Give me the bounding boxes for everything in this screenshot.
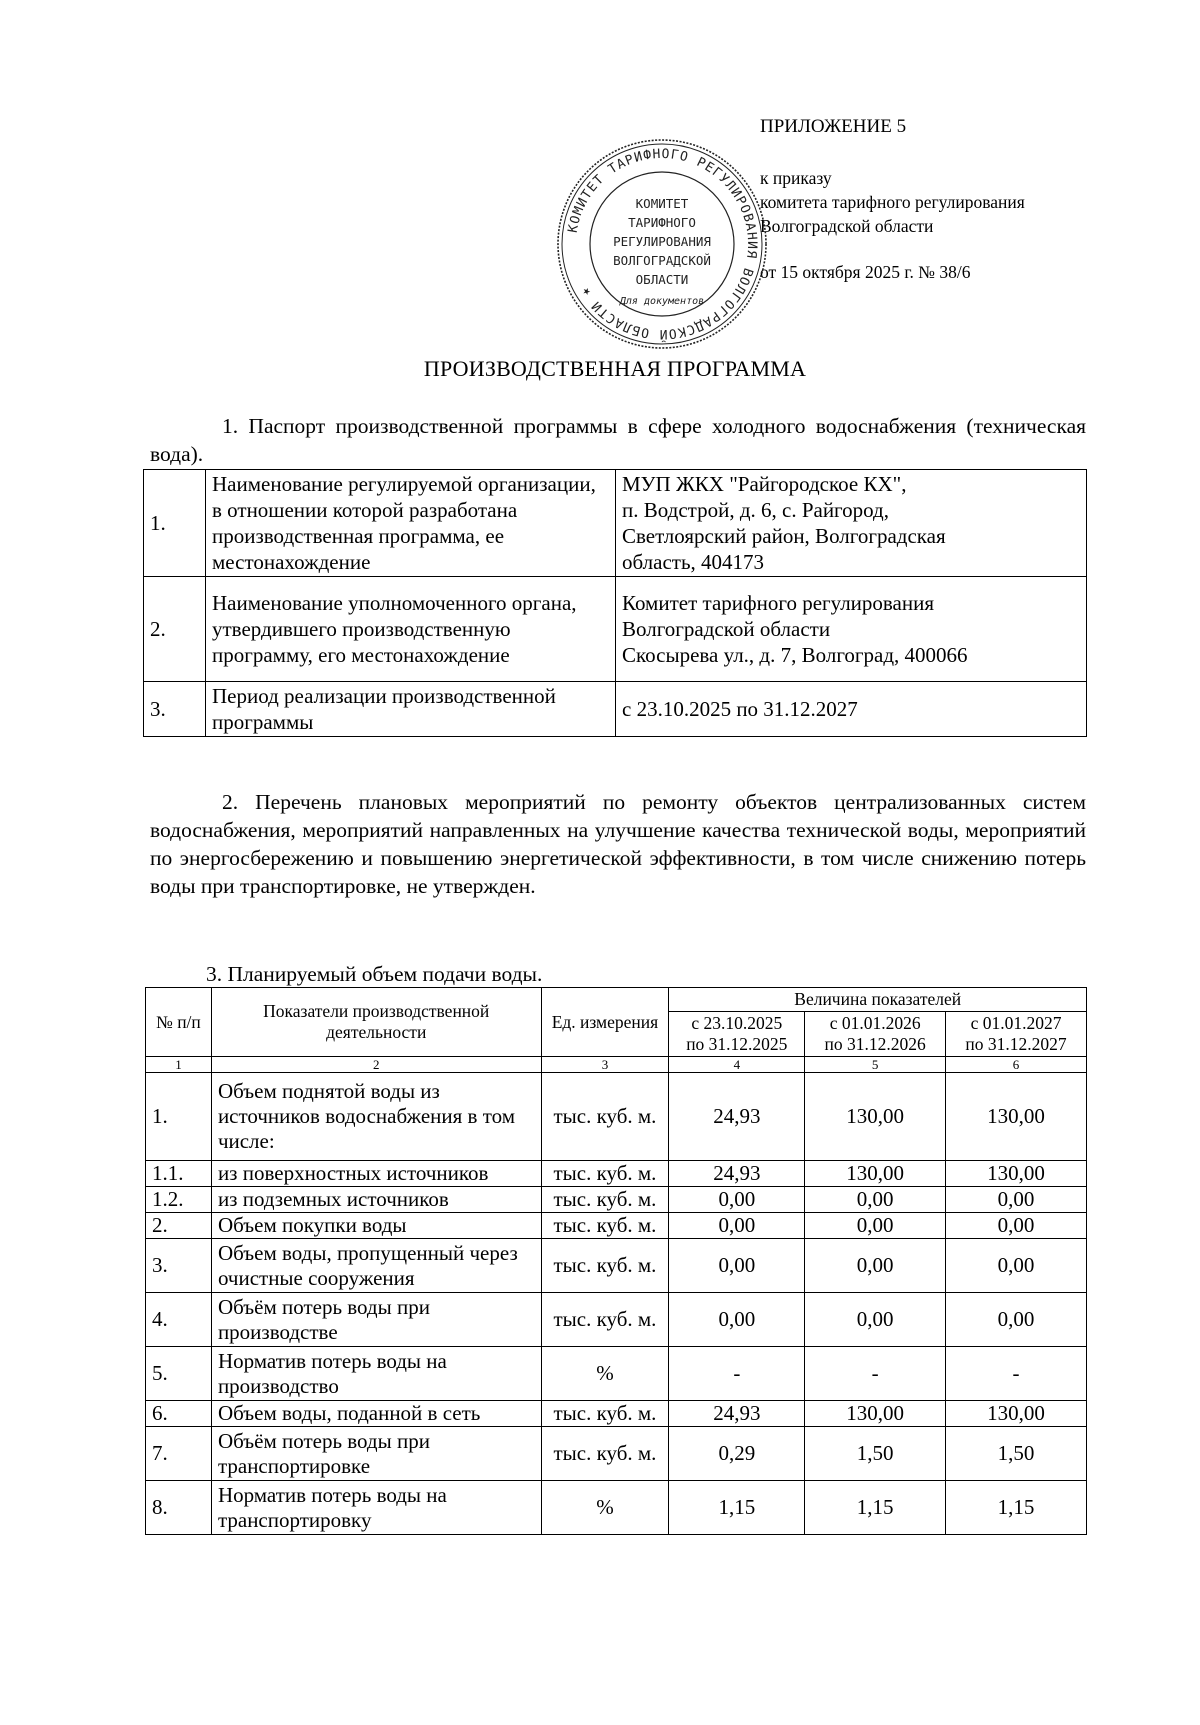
unit-cell: тыс. куб. м. xyxy=(541,1213,669,1239)
order-line: Волгоградской области xyxy=(760,216,934,236)
row-value-line: Волгоградской области xyxy=(622,617,831,641)
indicator-name: Объем покупки воды xyxy=(211,1213,541,1239)
row-number: 5. xyxy=(146,1347,212,1401)
table-row xyxy=(146,1427,1087,1481)
row-number: 3. xyxy=(144,682,206,737)
table-row xyxy=(146,1073,1087,1161)
indicator-name: Объем поднятой воды из источников водоснабжения в том числе: xyxy=(211,1073,541,1161)
value-2025: 24,93 xyxy=(669,1161,805,1187)
table-row xyxy=(146,1347,1087,1401)
row-label: Период реализации производственной программы xyxy=(206,682,616,737)
header-period-3: с 01.01.2027 по 31.12.2027 xyxy=(946,1012,1087,1057)
row-number: 4. xyxy=(146,1293,212,1347)
order-date: от 15 октября 2025 г. № 38/6 xyxy=(760,262,971,282)
column-number: 6 xyxy=(946,1057,1087,1073)
column-number: 3 xyxy=(541,1057,669,1073)
value-2025: - xyxy=(669,1347,805,1401)
value-2025: 24,93 xyxy=(669,1073,805,1161)
row-number: 3. xyxy=(146,1239,212,1293)
passport-row xyxy=(144,577,1087,682)
svg-text:КОМИТЕТ ТАРИФНОГО РЕГУЛИРОВАНИ: КОМИТЕТ ТАРИФНОГО РЕГУЛИРОВАНИЯ ВОЛГОГРАДСКОЙ ОБЛАСТИ ★ xyxy=(565,146,760,342)
order-line: комитета тарифного регулирования xyxy=(760,192,1025,212)
table-row xyxy=(146,1187,1087,1213)
row-value-line: с 23.10.2025 по 31.12.2027 xyxy=(622,697,858,721)
passport-table xyxy=(143,469,1087,737)
row-number: 6. xyxy=(146,1401,212,1427)
value-2025: 0,29 xyxy=(669,1427,805,1481)
row-value-line: Скосырева ул., д. 7, Волгоград, 400066 xyxy=(622,643,968,667)
value-2025: 0,00 xyxy=(669,1213,805,1239)
water-volume-table xyxy=(145,987,1087,1535)
value-2026: 0,00 xyxy=(805,1187,946,1213)
header-values-group: Величина показателей xyxy=(669,988,1087,1012)
column-number: 1 xyxy=(146,1057,212,1073)
row-value-line: п. Водстрой, д. 6, с. Райгород, xyxy=(622,498,889,522)
value-2027: 0,00 xyxy=(946,1239,1087,1293)
table-row xyxy=(146,1481,1087,1535)
value-2025: 0,00 xyxy=(669,1187,805,1213)
row-value-line: МУП ЖКХ "Райгородское КХ", xyxy=(622,472,907,496)
svg-text:КОМИТЕТ: КОМИТЕТ xyxy=(635,196,689,211)
unit-cell: тыс. куб. м. xyxy=(541,1161,669,1187)
table-row xyxy=(146,1213,1087,1239)
section-1-heading: 1. Паспорт производственной программы в сфере холодного водоснабжения (техническая вода). xyxy=(150,414,1086,466)
row-label: Наименование регулируемой организации, в отношении которой разработана производственная программа, ее местонахождение xyxy=(206,470,616,577)
row-number: 7. xyxy=(146,1427,212,1481)
unit-cell: % xyxy=(541,1347,669,1401)
value-2027: 130,00 xyxy=(946,1073,1087,1161)
value-2027: 1,15 xyxy=(946,1481,1087,1535)
passport-row xyxy=(144,470,1087,577)
header-period-1: с 23.10.2025 по 31.12.2025 xyxy=(669,1012,805,1057)
row-number: 2. xyxy=(144,577,206,682)
row-value-line: область, 404173 xyxy=(622,550,765,574)
row-value-line: Комитет тарифного регулирования xyxy=(622,591,935,615)
unit-cell: тыс. куб. м. xyxy=(541,1187,669,1213)
row-number: 1. xyxy=(144,470,206,577)
row-value xyxy=(616,577,1087,682)
unit-cell: тыс. куб. м. xyxy=(541,1427,669,1481)
svg-text:Для документов: Для документов xyxy=(619,296,705,307)
value-2025: 1,15 xyxy=(669,1481,805,1535)
value-2026: 1,15 xyxy=(805,1481,946,1535)
value-2025: 0,00 xyxy=(669,1293,805,1347)
value-2026: 1,50 xyxy=(805,1427,946,1481)
header-period-2: с 01.01.2026 по 31.12.2026 xyxy=(805,1012,946,1057)
indicator-name: Норматив потерь воды на транспортировку xyxy=(211,1481,541,1535)
order-line: к приказу xyxy=(760,168,832,188)
value-2026: - xyxy=(805,1347,946,1401)
unit-cell: тыс. куб. м. xyxy=(541,1239,669,1293)
value-2027: 0,00 xyxy=(946,1213,1087,1239)
row-value-line: Светлоярский район, Волгоградская xyxy=(622,524,946,548)
svg-text:ВОЛГОГРАДСКОЙ: ВОЛГОГРАДСКОЙ xyxy=(613,253,711,268)
row-label: Наименование уполномоченного органа, утвердившего производственную программу, его местонахождение xyxy=(206,577,616,682)
svg-text:РЕГУЛИРОВАНИЯ: РЕГУЛИРОВАНИЯ xyxy=(613,234,711,249)
row-value xyxy=(616,682,1087,737)
column-number: 4 xyxy=(669,1057,805,1073)
value-2026: 0,00 xyxy=(805,1213,946,1239)
value-2025: 24,93 xyxy=(669,1401,805,1427)
row-number: 8. xyxy=(146,1481,212,1535)
column-number: 5 xyxy=(805,1057,946,1073)
indicator-name: Объем воды, пропущенный через очистные сооружения xyxy=(211,1239,541,1293)
value-2025: 0,00 xyxy=(669,1239,805,1293)
indicator-name: Объем воды, поданной в сеть xyxy=(211,1401,541,1427)
value-2027: - xyxy=(946,1347,1087,1401)
indicator-name: из подземных источников xyxy=(211,1187,541,1213)
table-row xyxy=(146,1401,1087,1427)
unit-cell: тыс. куб. м. xyxy=(541,1293,669,1347)
row-value xyxy=(616,470,1087,577)
row-number: 1.1. xyxy=(146,1161,212,1187)
value-2026: 130,00 xyxy=(805,1161,946,1187)
svg-text:ТАРИФНОГО: ТАРИФНОГО xyxy=(628,215,696,230)
value-2026: 0,00 xyxy=(805,1293,946,1347)
table-row xyxy=(146,1293,1087,1347)
passport-row xyxy=(144,682,1087,737)
unit-cell: % xyxy=(541,1481,669,1535)
value-2027: 130,00 xyxy=(946,1161,1087,1187)
indicator-name: Норматив потерь воды на производство xyxy=(211,1347,541,1401)
table-row xyxy=(146,1239,1087,1293)
indicator-name: Объём потерь воды при производстве xyxy=(211,1293,541,1347)
header-indicator: Показатели производственной деятельности xyxy=(211,988,541,1057)
value-2026: 130,00 xyxy=(805,1073,946,1161)
appendix-label: ПРИЛОЖЕНИЕ 5 xyxy=(760,116,907,137)
section-2-text: 2. Перечень плановых мероприятий по ремонту объектов централизованных систем водоснабжения, мероприятий направленных на улучшение качества технической воды, мероприятий по энергосбережению и повышению энергетической эффективности, в том числе снижению потерь воды при транспортировке, не утвержден. xyxy=(150,790,1086,898)
unit-cell: тыс. куб. м. xyxy=(541,1073,669,1161)
row-number: 1.2. xyxy=(146,1187,212,1213)
value-2027: 130,00 xyxy=(946,1401,1087,1427)
section-3-heading: 3. Планируемый объем подачи воды. xyxy=(206,962,543,986)
svg-text:ОБЛАСТИ: ОБЛАСТИ xyxy=(635,272,689,287)
order-reference xyxy=(760,166,1025,284)
row-number: 1. xyxy=(146,1073,212,1161)
official-stamp-icon xyxy=(552,134,772,354)
row-number: 2. xyxy=(146,1213,212,1239)
value-2026: 0,00 xyxy=(805,1239,946,1293)
page-title: ПРОИЗВОДСТВЕННАЯ ПРОГРАММА xyxy=(423,356,807,381)
column-number: 2 xyxy=(211,1057,541,1073)
indicator-name: из поверхностных источников xyxy=(211,1161,541,1187)
value-2027: 0,00 xyxy=(946,1187,1087,1213)
value-2026: 130,00 xyxy=(805,1401,946,1427)
table-row xyxy=(146,1161,1087,1187)
unit-cell: тыс. куб. м. xyxy=(541,1401,669,1427)
indicator-name: Объём потерь воды при транспортировке xyxy=(211,1427,541,1481)
header-unit: Ед. измерения xyxy=(541,988,669,1057)
header-num: № п/п xyxy=(146,988,212,1057)
value-2027: 0,00 xyxy=(946,1293,1087,1347)
value-2027: 1,50 xyxy=(946,1427,1087,1481)
